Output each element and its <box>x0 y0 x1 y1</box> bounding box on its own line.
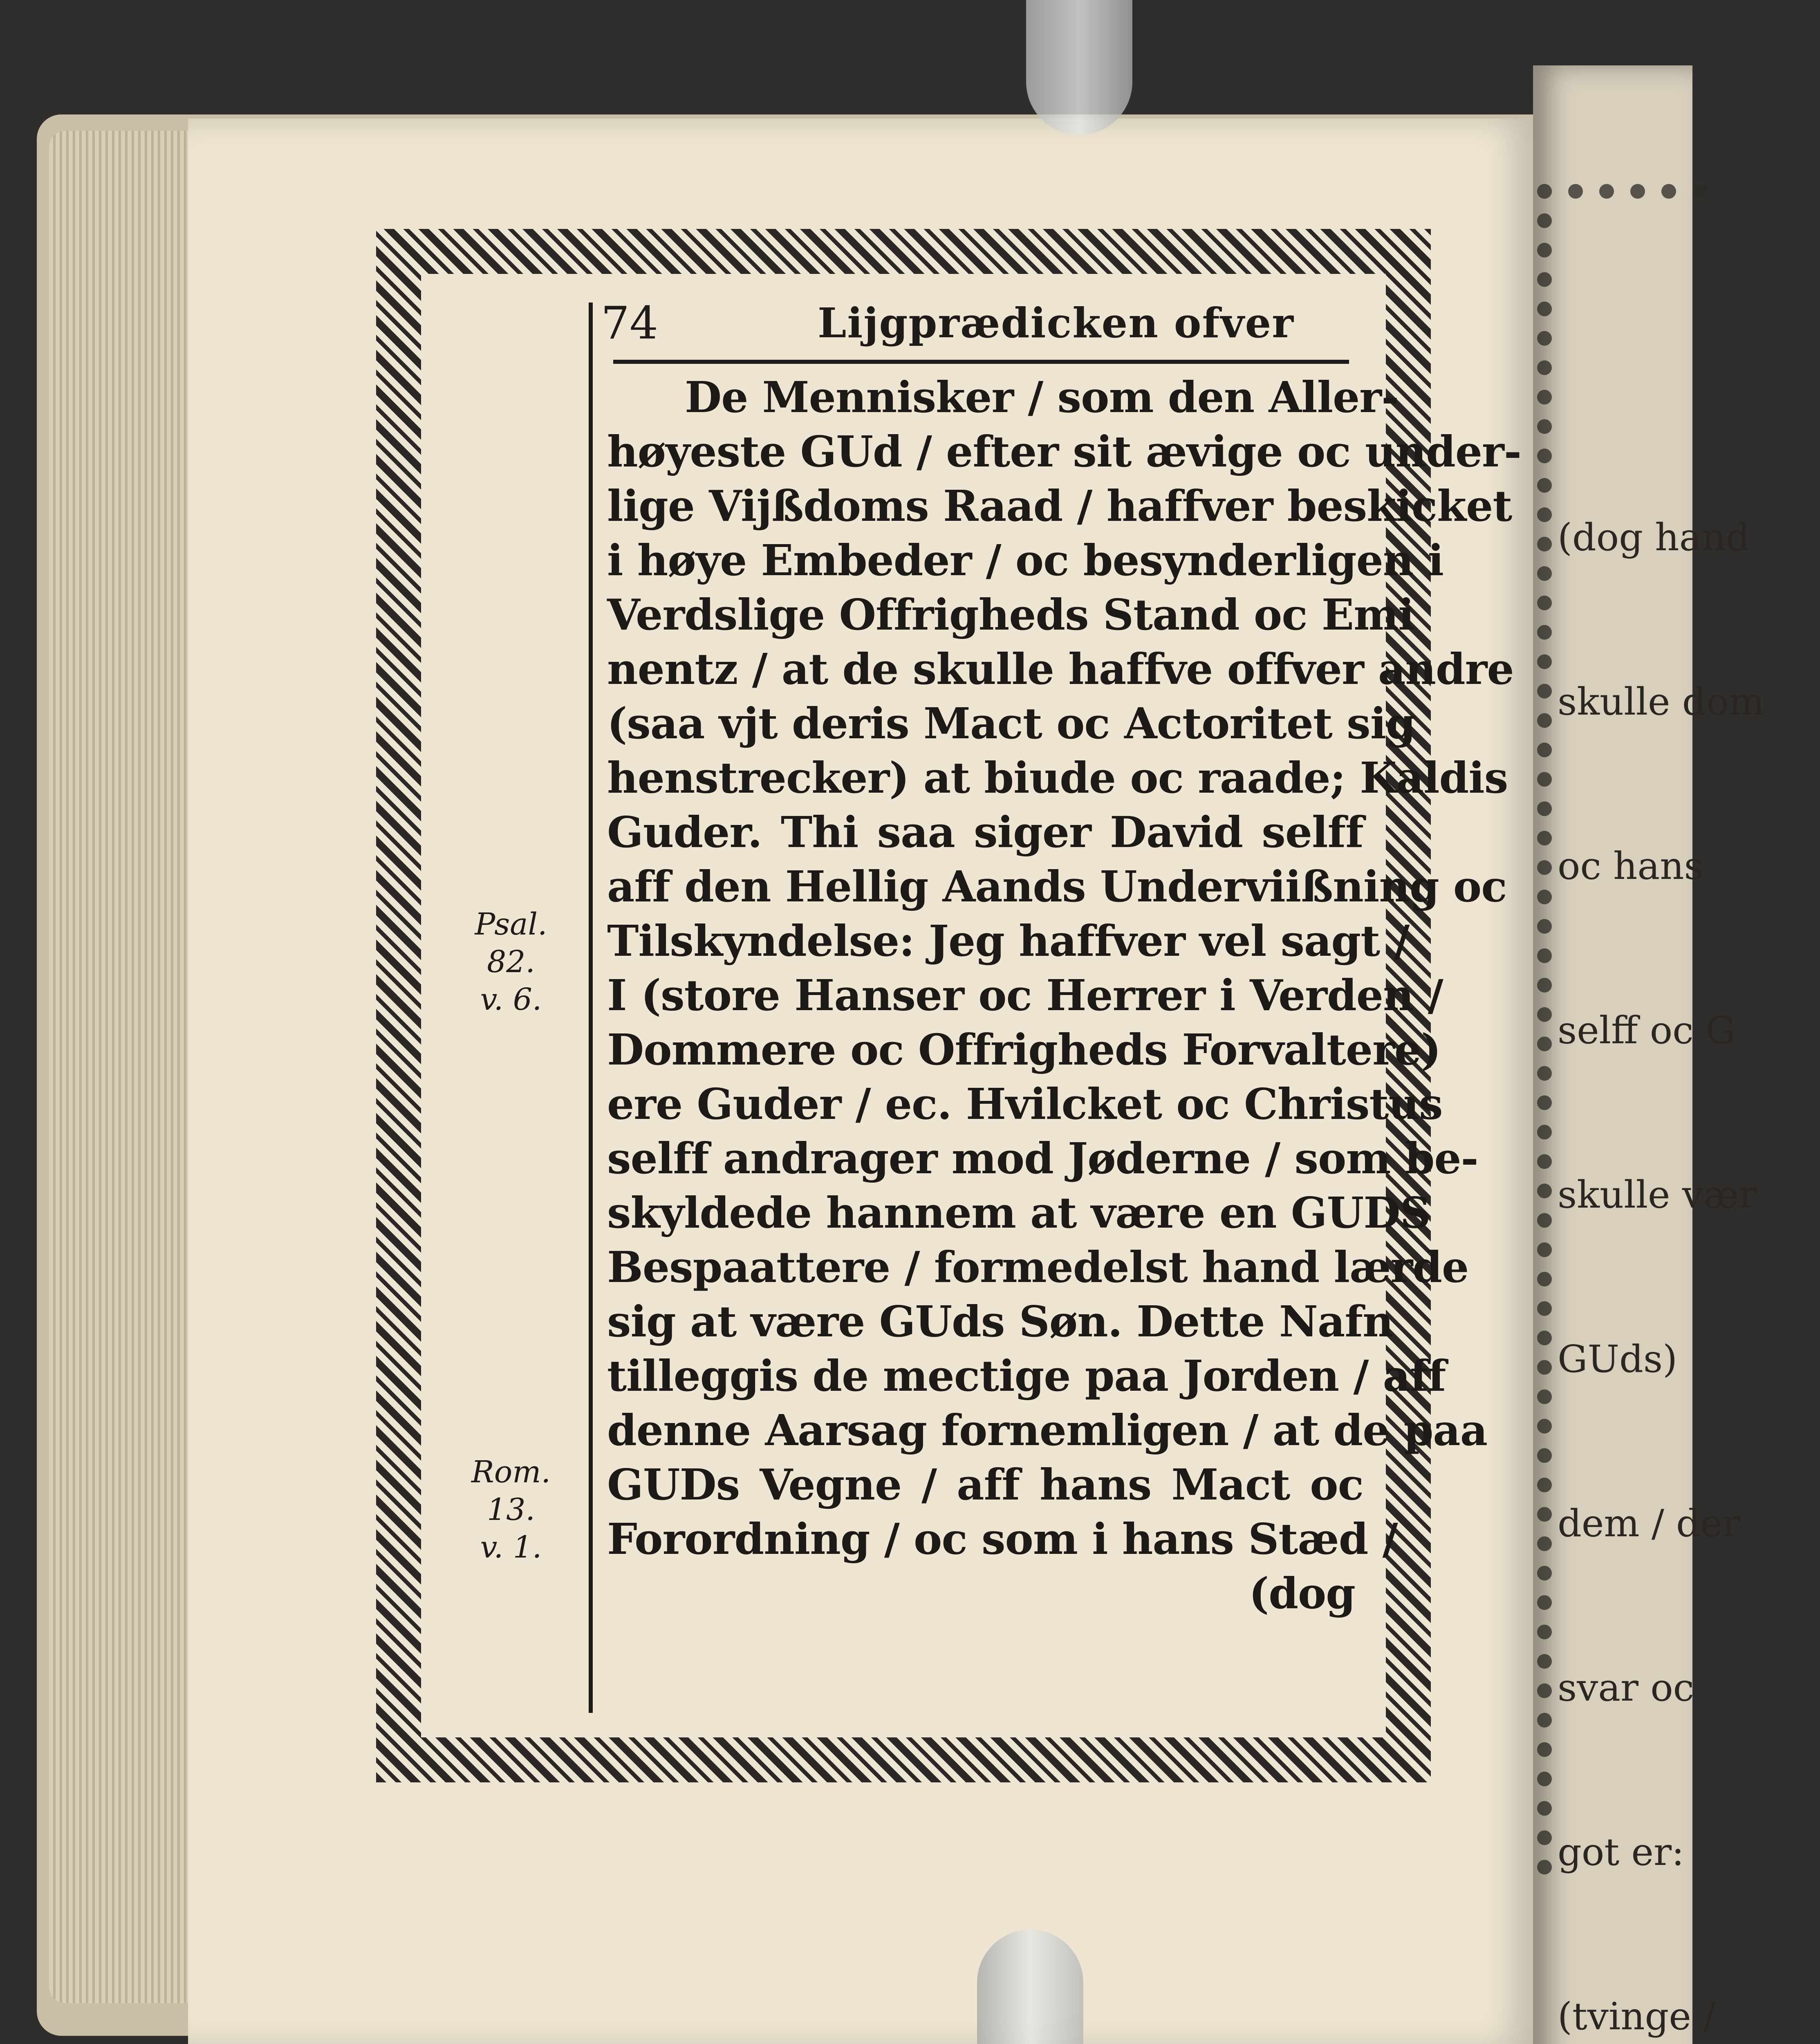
facing-line: skulle vær <box>1558 1173 1757 1217</box>
text-line: henstrecker) at biude oc raade; Kaldis <box>607 753 1508 803</box>
facing-line: (dog hand <box>1558 515 1750 559</box>
text-line: sig at være GUds Søn. Dette Nafn <box>607 1296 1393 1347</box>
text-line: Forordning / oc som i hans Stæd / <box>607 1514 1398 1564</box>
text-line: Bespaattere / formedelst hand lærde <box>607 1242 1469 1292</box>
text-line: nentz / at de skulle haffve offver andre <box>607 644 1514 694</box>
text-line: skyldede hannem at være en GUDS <box>607 1188 1430 1238</box>
text-line: GUDs Vegne / aff hans Mact oc <box>607 1459 1363 1510</box>
text-line: De Mennisker / som den Aller- <box>685 372 1399 422</box>
body-text <box>607 370 1521 1620</box>
catchword: (dog <box>1248 1568 1355 1618</box>
text-line: ere Guder / ec. Hvilcket oc Christus <box>607 1079 1443 1129</box>
text-line: aff den Hellig Aands Underviißning oc <box>607 861 1507 912</box>
marginal-verse: v. 6. <box>480 982 542 1017</box>
marginal-verse: v. 1. <box>480 1530 542 1565</box>
text-line: lige Vijßdoms Raad / haffver beskicket <box>607 481 1512 531</box>
text-line: Tilskyndelse: Jeg haffver vel sagt / <box>607 916 1410 966</box>
facing-line: got er: <box>1558 1830 1684 1874</box>
facing-page-ornament <box>1537 184 1707 1875</box>
text-line: Verdslige Offrigheds Stand oc Emi <box>607 589 1414 640</box>
header-rule <box>613 360 1349 364</box>
facing-line: selff oc G <box>1558 1009 1736 1052</box>
facing-line: skulle dom <box>1558 680 1765 724</box>
page-edges <box>49 131 204 2003</box>
page-clip-top <box>1026 0 1132 135</box>
text-line: I (store Hanser oc Herrer i Verden / <box>607 970 1443 1020</box>
page-clip-bottom <box>977 1930 1083 2044</box>
facing-line: svar oc <box>1558 1666 1694 1710</box>
facing-line: (tvinge / <box>1558 1995 1716 2038</box>
marginal-reference: Rom. 13. <box>471 1455 551 1527</box>
text-line: (saa vjt deris Mact oc Actoritet sig <box>607 698 1415 749</box>
running-head: Lijgprædicken ofver <box>818 299 1294 347</box>
text-line: i høye Embeder / oc besynderligen i <box>607 535 1444 585</box>
text-line: høyeste GUd / efter sit ævige oc under- <box>607 426 1521 477</box>
text-line: Guder. Thi saa siger David selff <box>607 807 1363 857</box>
margin-rule <box>589 303 593 1713</box>
facing-line: dem / der <box>1558 1502 1741 1545</box>
facing-line: GUds) <box>1558 1337 1678 1381</box>
marginal-note <box>450 1453 572 1566</box>
marginal-reference: Psal. 82. <box>475 907 547 979</box>
text-line: Dommere oc Offrigheds Forvaltere) <box>607 1024 1441 1075</box>
marginal-note <box>450 905 572 1018</box>
text-line: tilleggis de mectige paa Jorden / aff <box>607 1351 1446 1401</box>
text-line: selff andrager mod Jøderne / som be- <box>607 1133 1478 1183</box>
facing-line: oc hans <box>1558 844 1703 888</box>
page-number: 74 <box>601 297 658 349</box>
text-line: denne Aarsag fornemligen / at de paa <box>607 1405 1488 1455</box>
